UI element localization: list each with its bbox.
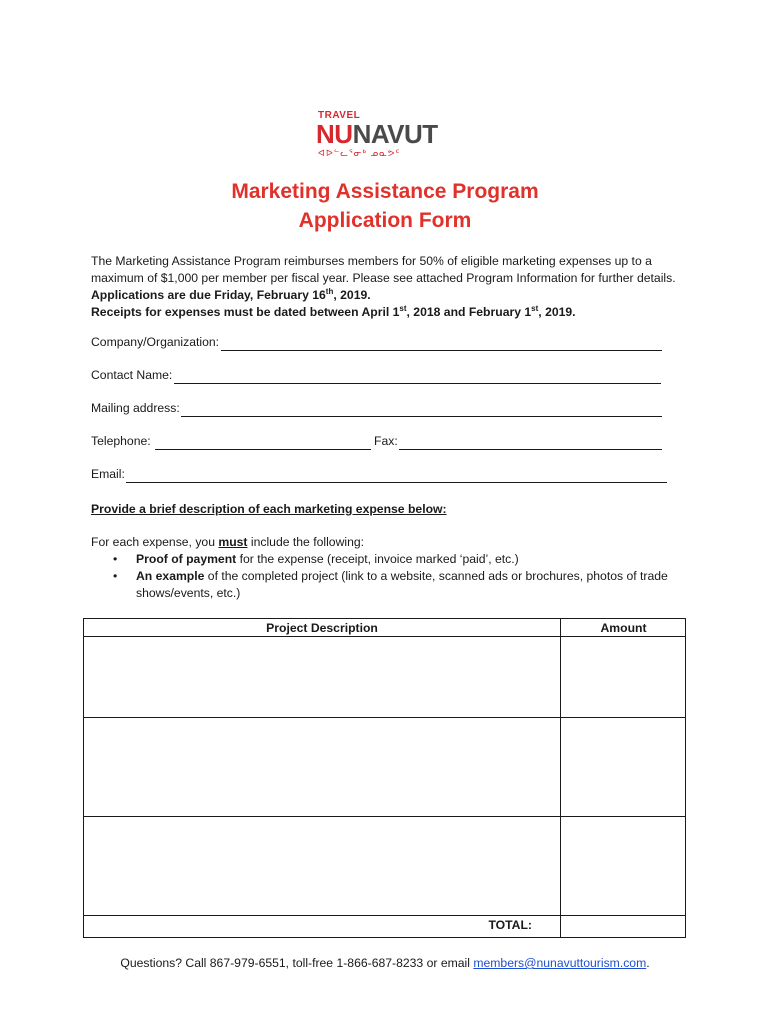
footer-end: . [646, 956, 650, 970]
instructions-line [91, 534, 364, 551]
table-row-divider [84, 816, 685, 817]
bullet-icon: • [113, 569, 118, 583]
instructions-suffix: include the following: [247, 535, 365, 549]
fax-input-line[interactable] [399, 449, 662, 450]
email-label: Email: [91, 467, 125, 481]
column-header-amount: Amount [600, 621, 647, 635]
instructions-must: must [218, 535, 248, 549]
bullet-bold: Proof of payment [136, 552, 237, 566]
logo-syllabics: ᐊᐅᓪᓚᕐᓂᒃ ᓄᓇᕗᑦ [318, 148, 401, 158]
telephone-label: Telephone: [91, 434, 151, 448]
list-item [113, 551, 673, 568]
company-label: Company/Organization: [91, 335, 220, 349]
email-input-line[interactable] [126, 482, 667, 483]
page-title-line1: Marketing Assistance Program [231, 180, 539, 203]
logo-nu: NU [316, 119, 353, 149]
telephone-field[interactable] [91, 434, 371, 452]
bullet-text: of the completed project (link to a website, scanned ads or brochures, photos of trade shows/events, etc.) [136, 569, 668, 600]
company-field[interactable] [91, 335, 662, 353]
table-row-divider [84, 915, 685, 916]
footer-text: Questions? Call 867-979-6551, toll-free 1-866-687-8233 or email [120, 956, 474, 970]
mailing-address-field[interactable] [91, 401, 662, 419]
receipts-suffix: , 2019. [538, 305, 576, 319]
fax-label: Fax: [374, 434, 398, 448]
receipts-sup2: st [531, 303, 539, 313]
contact-name-label: Contact Name: [91, 368, 173, 382]
page-title-line2: Application Form [298, 209, 472, 232]
mailing-address-label: Mailing address: [91, 401, 180, 415]
expense-table [83, 618, 686, 938]
table-column-divider [560, 619, 561, 937]
receipts-sup1: st [399, 303, 407, 313]
bullet-bold: An example [136, 569, 205, 583]
fax-field[interactable] [374, 434, 662, 452]
requirements-list [113, 551, 673, 602]
telephone-input-line[interactable] [155, 449, 371, 450]
email-field[interactable] [91, 467, 667, 485]
intro-text [91, 253, 681, 321]
instructions-prefix: For each expense, you [91, 535, 219, 549]
logo-travel-text: TRAVEL [318, 110, 361, 121]
due-date-line [91, 287, 681, 304]
footer-contact [0, 956, 770, 970]
total-label: TOTAL: [488, 918, 532, 932]
list-item [113, 568, 673, 602]
footer-email-link[interactable]: members@nunavuttourism.com [473, 956, 647, 970]
receipts-mid: , 2018 and February 1 [406, 305, 532, 319]
contact-name-input-line[interactable] [174, 383, 661, 384]
due-prefix: Applications are due Friday, February 16 [91, 288, 326, 302]
receipts-line [91, 304, 681, 321]
bullet-text: for the expense (receipt, invoice marked ‘paid’, etc.) [236, 552, 519, 566]
mailing-address-input-line[interactable] [181, 416, 662, 417]
intro-paragraph: The Marketing Assistance Program reimburses members for 50% of eligible marketing expenses up to a maximum of $1,000 per member per fiscal year. Please see attached Program Information for further details. [91, 254, 676, 285]
table-header-divider [84, 636, 685, 637]
bullet-icon: • [113, 552, 118, 566]
expense-section-heading: Provide a brief description of each marketing expense below: [91, 502, 447, 516]
due-sup: th [325, 286, 334, 296]
travel-nunavut-logo [316, 110, 456, 160]
company-input-line[interactable] [221, 350, 662, 351]
logo-navut: NAVUT [352, 119, 438, 149]
due-suffix: , 2019. [333, 288, 371, 302]
column-header-description: Project Description [266, 621, 378, 635]
contact-name-field[interactable] [91, 368, 661, 386]
logo-wordmark [316, 120, 438, 148]
table-row-divider [84, 717, 685, 718]
receipts-prefix: Receipts for expenses must be dated between April 1 [91, 305, 400, 319]
